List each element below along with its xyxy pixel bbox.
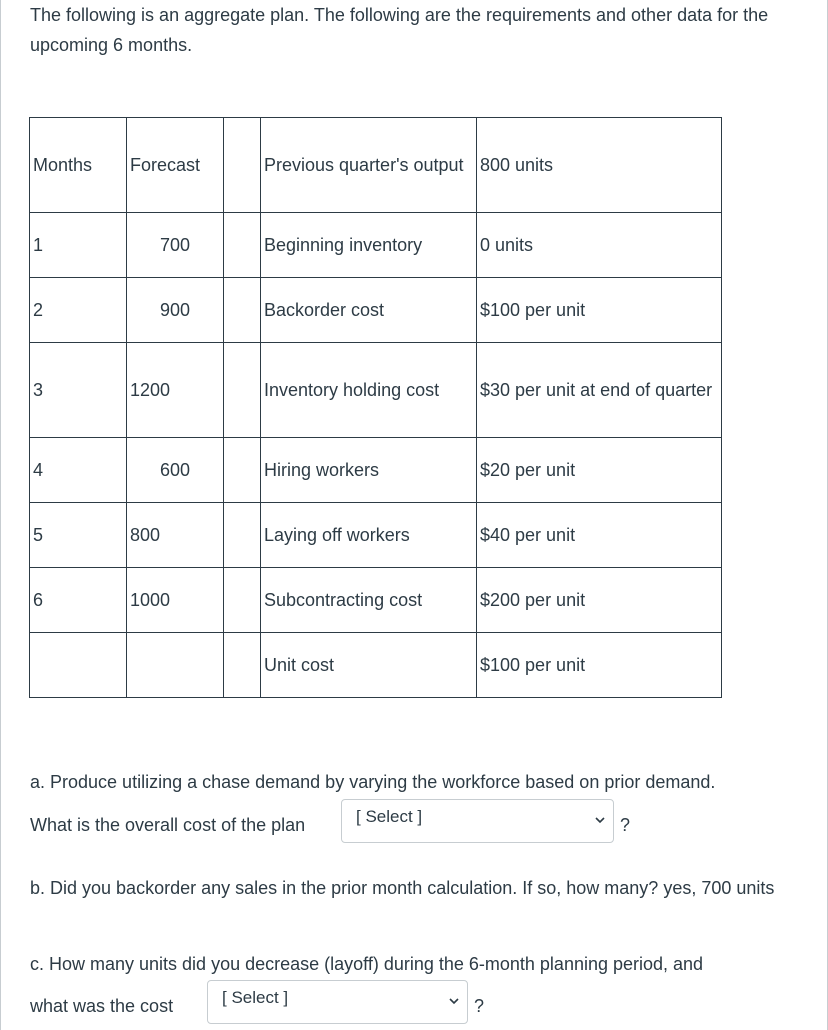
- empty-cell: [224, 118, 261, 213]
- table-row: [30, 343, 722, 438]
- param-label: Unit cost: [261, 633, 477, 698]
- empty-cell: [224, 633, 261, 698]
- month-cell: 6: [30, 568, 127, 633]
- param-label: Hiring workers: [261, 438, 477, 503]
- table-row: [30, 278, 722, 343]
- param-label: Backorder cost: [261, 278, 477, 343]
- month-cell: 2: [30, 278, 127, 343]
- month-cell: 3: [30, 343, 127, 438]
- empty-cell: [224, 503, 261, 568]
- empty-cell: [224, 438, 261, 503]
- param-value: 800 units: [477, 118, 722, 213]
- question-c-qmark: ?: [474, 996, 485, 1016]
- question-b-text: b. Did you backorder any sales in the prior month calculation. If so, how many? yes, 700 units: [30, 878, 775, 898]
- select-value: [ Select ]: [356, 807, 423, 826]
- forecast-cell: 600: [127, 438, 224, 503]
- month-cell: 5: [30, 503, 127, 568]
- forecast-cell: 800: [127, 503, 224, 568]
- empty-cell: [224, 278, 261, 343]
- param-value: $30 per unit at end of quarter: [477, 343, 722, 438]
- param-label: Previous quarter's output: [261, 118, 477, 213]
- forecast-cell: 1200: [127, 343, 224, 438]
- table-row: [30, 568, 722, 633]
- select-value: [ Select ]: [222, 988, 289, 1007]
- param-label: Subcontracting cost: [261, 568, 477, 633]
- chevron-down-icon: [447, 994, 461, 1008]
- forecast-header: Forecast: [127, 118, 224, 213]
- table-row: [30, 438, 722, 503]
- param-label: Inventory holding cost: [261, 343, 477, 438]
- months-header: Months: [30, 118, 127, 213]
- requirements-table: [29, 117, 722, 698]
- chevron-down-icon: [593, 813, 607, 827]
- empty-cell: [224, 568, 261, 633]
- question-c-select[interactable]: [207, 980, 468, 1024]
- question-a-text: a. Produce utilizing a chase demand by varying the workforce based on prior demand.: [30, 772, 716, 792]
- question-a-select[interactable]: [341, 799, 614, 843]
- question-a-qmark: ?: [620, 815, 631, 835]
- empty-cell: [224, 213, 261, 278]
- param-value: $100 per unit: [477, 633, 722, 698]
- param-value: $200 per unit: [477, 568, 722, 633]
- empty-cell: [224, 343, 261, 438]
- param-value: $40 per unit: [477, 503, 722, 568]
- table-row: [30, 503, 722, 568]
- intro-text: The following is an aggregate plan. The following are the requirements and other data for the upcoming 6 months.: [30, 5, 769, 55]
- month-cell: [30, 633, 127, 698]
- question-c-text: c. How many units did you decrease (layoff) during the 6-month planning period, and: [30, 954, 704, 974]
- table-row: [30, 213, 722, 278]
- month-cell: 1: [30, 213, 127, 278]
- param-label: Beginning inventory: [261, 213, 477, 278]
- forecast-cell: 1000: [127, 568, 224, 633]
- forecast-cell: 900: [127, 278, 224, 343]
- forecast-cell: [127, 633, 224, 698]
- param-label: Laying off workers: [261, 503, 477, 568]
- param-value: $100 per unit: [477, 278, 722, 343]
- question-a-prompt: What is the overall cost of the plan: [30, 815, 306, 835]
- month-cell: 4: [30, 438, 127, 503]
- param-value: $20 per unit: [477, 438, 722, 503]
- table-header-row: [30, 118, 722, 213]
- forecast-cell: 700: [127, 213, 224, 278]
- question-c-prompt: what was the cost: [30, 996, 174, 1016]
- table-row: [30, 633, 722, 698]
- param-value: 0 units: [477, 213, 722, 278]
